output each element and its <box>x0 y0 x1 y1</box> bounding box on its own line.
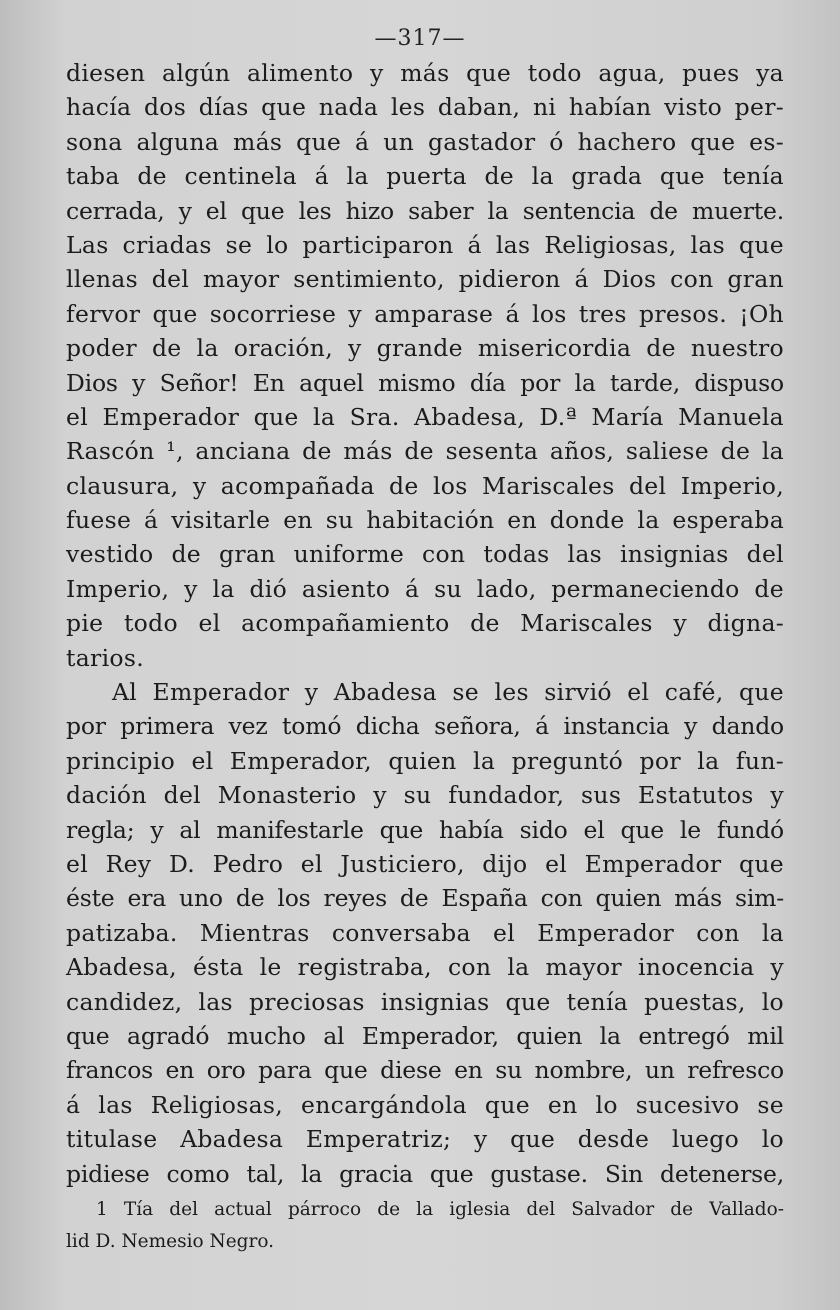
text-line: cerrada, y el que les hizo saber la sentencia de muerte. <box>66 196 784 225</box>
text-line: el Rey D. Pedro el Justiciero, dijo el Emperador que <box>66 849 784 878</box>
text-line: diesen algún alimento y más que todo agua, pues ya <box>66 59 784 87</box>
text-line: candidez, las preciosas insignias que tenía puestas, lo <box>66 987 784 1016</box>
text-line: fuese á visitarle en su habitación en donde la esperaba <box>66 506 784 535</box>
text-line: Imperio, y la dió asiento á su lado, permaneciendo de <box>66 574 784 603</box>
body-text <box>66 56 784 1191</box>
footnote <box>66 1194 784 1258</box>
text-line: tarios. <box>66 643 144 672</box>
footnote-line: 1 Tía del actual párroco de la iglesia del Salvador de Vallado- <box>96 1199 784 1220</box>
text-line: Abadesa, ésta le registraba, con la mayor inocencia y <box>66 953 784 982</box>
text-line: clausura, y acompañada de los Mariscales del Imperio, <box>66 471 784 500</box>
text-line: pidiese como tal, la gracia que gustase. Sin detenerse, <box>66 1159 784 1188</box>
text-line: vestido de gran uniforme con todas las insignias del <box>66 540 784 569</box>
text-line: hacía dos días que nada les daban, ni habían visto per- <box>66 93 784 122</box>
text-line: éste era uno de los reyes de España con quien más sim- <box>66 884 784 913</box>
text-line: Las criadas se lo participaron á las Religiosas, las que <box>66 230 784 259</box>
text-line: patizaba. Mientras conversaba el Emperador con la <box>66 918 784 947</box>
text-line: Rascón ¹, anciana de más de sesenta años, saliese de la <box>66 437 784 466</box>
text-line: taba de centinela á la puerta de la grada que tenía <box>66 162 784 191</box>
text-line: á las Religiosas, encargándola que en lo sucesivo se <box>66 1090 784 1119</box>
text-line: dación del Monasterio y su fundador, sus Estatutos y <box>66 781 784 810</box>
text-line: que agradó mucho al Emperador, quien la entregó mil <box>66 1021 784 1050</box>
text-line: principio el Emperador, quien la preguntó por la fun- <box>66 746 784 775</box>
page-number: —317— <box>374 26 466 51</box>
text-line: por primera vez tomó dicha señora, á instancia y dando <box>66 712 784 741</box>
text-line: fervor que socorriese y amparase á los tres presos. ¡Oh <box>66 299 784 328</box>
text-line: llenas del mayor sentimiento, pidieron á Dios con gran <box>66 265 784 294</box>
text-line: francos en oro para que diese en su nombre, un refresco <box>66 1056 784 1085</box>
text-line: el Emperador que la Sra. Abadesa, D.ª María Manuela <box>66 402 784 431</box>
text-line: poder de la oración, y grande misericordia de nuestro <box>66 334 784 363</box>
footnote-line: lid D. Nemesio Negro. <box>66 1231 275 1252</box>
text-line: regla; y al manifestarle que había sido el que le fundó <box>66 815 784 844</box>
text-line: Dios y Señor! En aquel mismo día por la tarde, dispuso <box>66 368 784 397</box>
text-line: titulase Abadesa Emperatriz; y que desde luego lo <box>66 1125 784 1154</box>
text-line: sona alguna más que á un gastador ó hachero que es- <box>66 127 784 156</box>
text-line: pie todo el acompañamiento de Mariscales y digna- <box>66 609 784 638</box>
text-line: Al Emperador y Abadesa se les sirvió el café, que <box>112 678 784 707</box>
